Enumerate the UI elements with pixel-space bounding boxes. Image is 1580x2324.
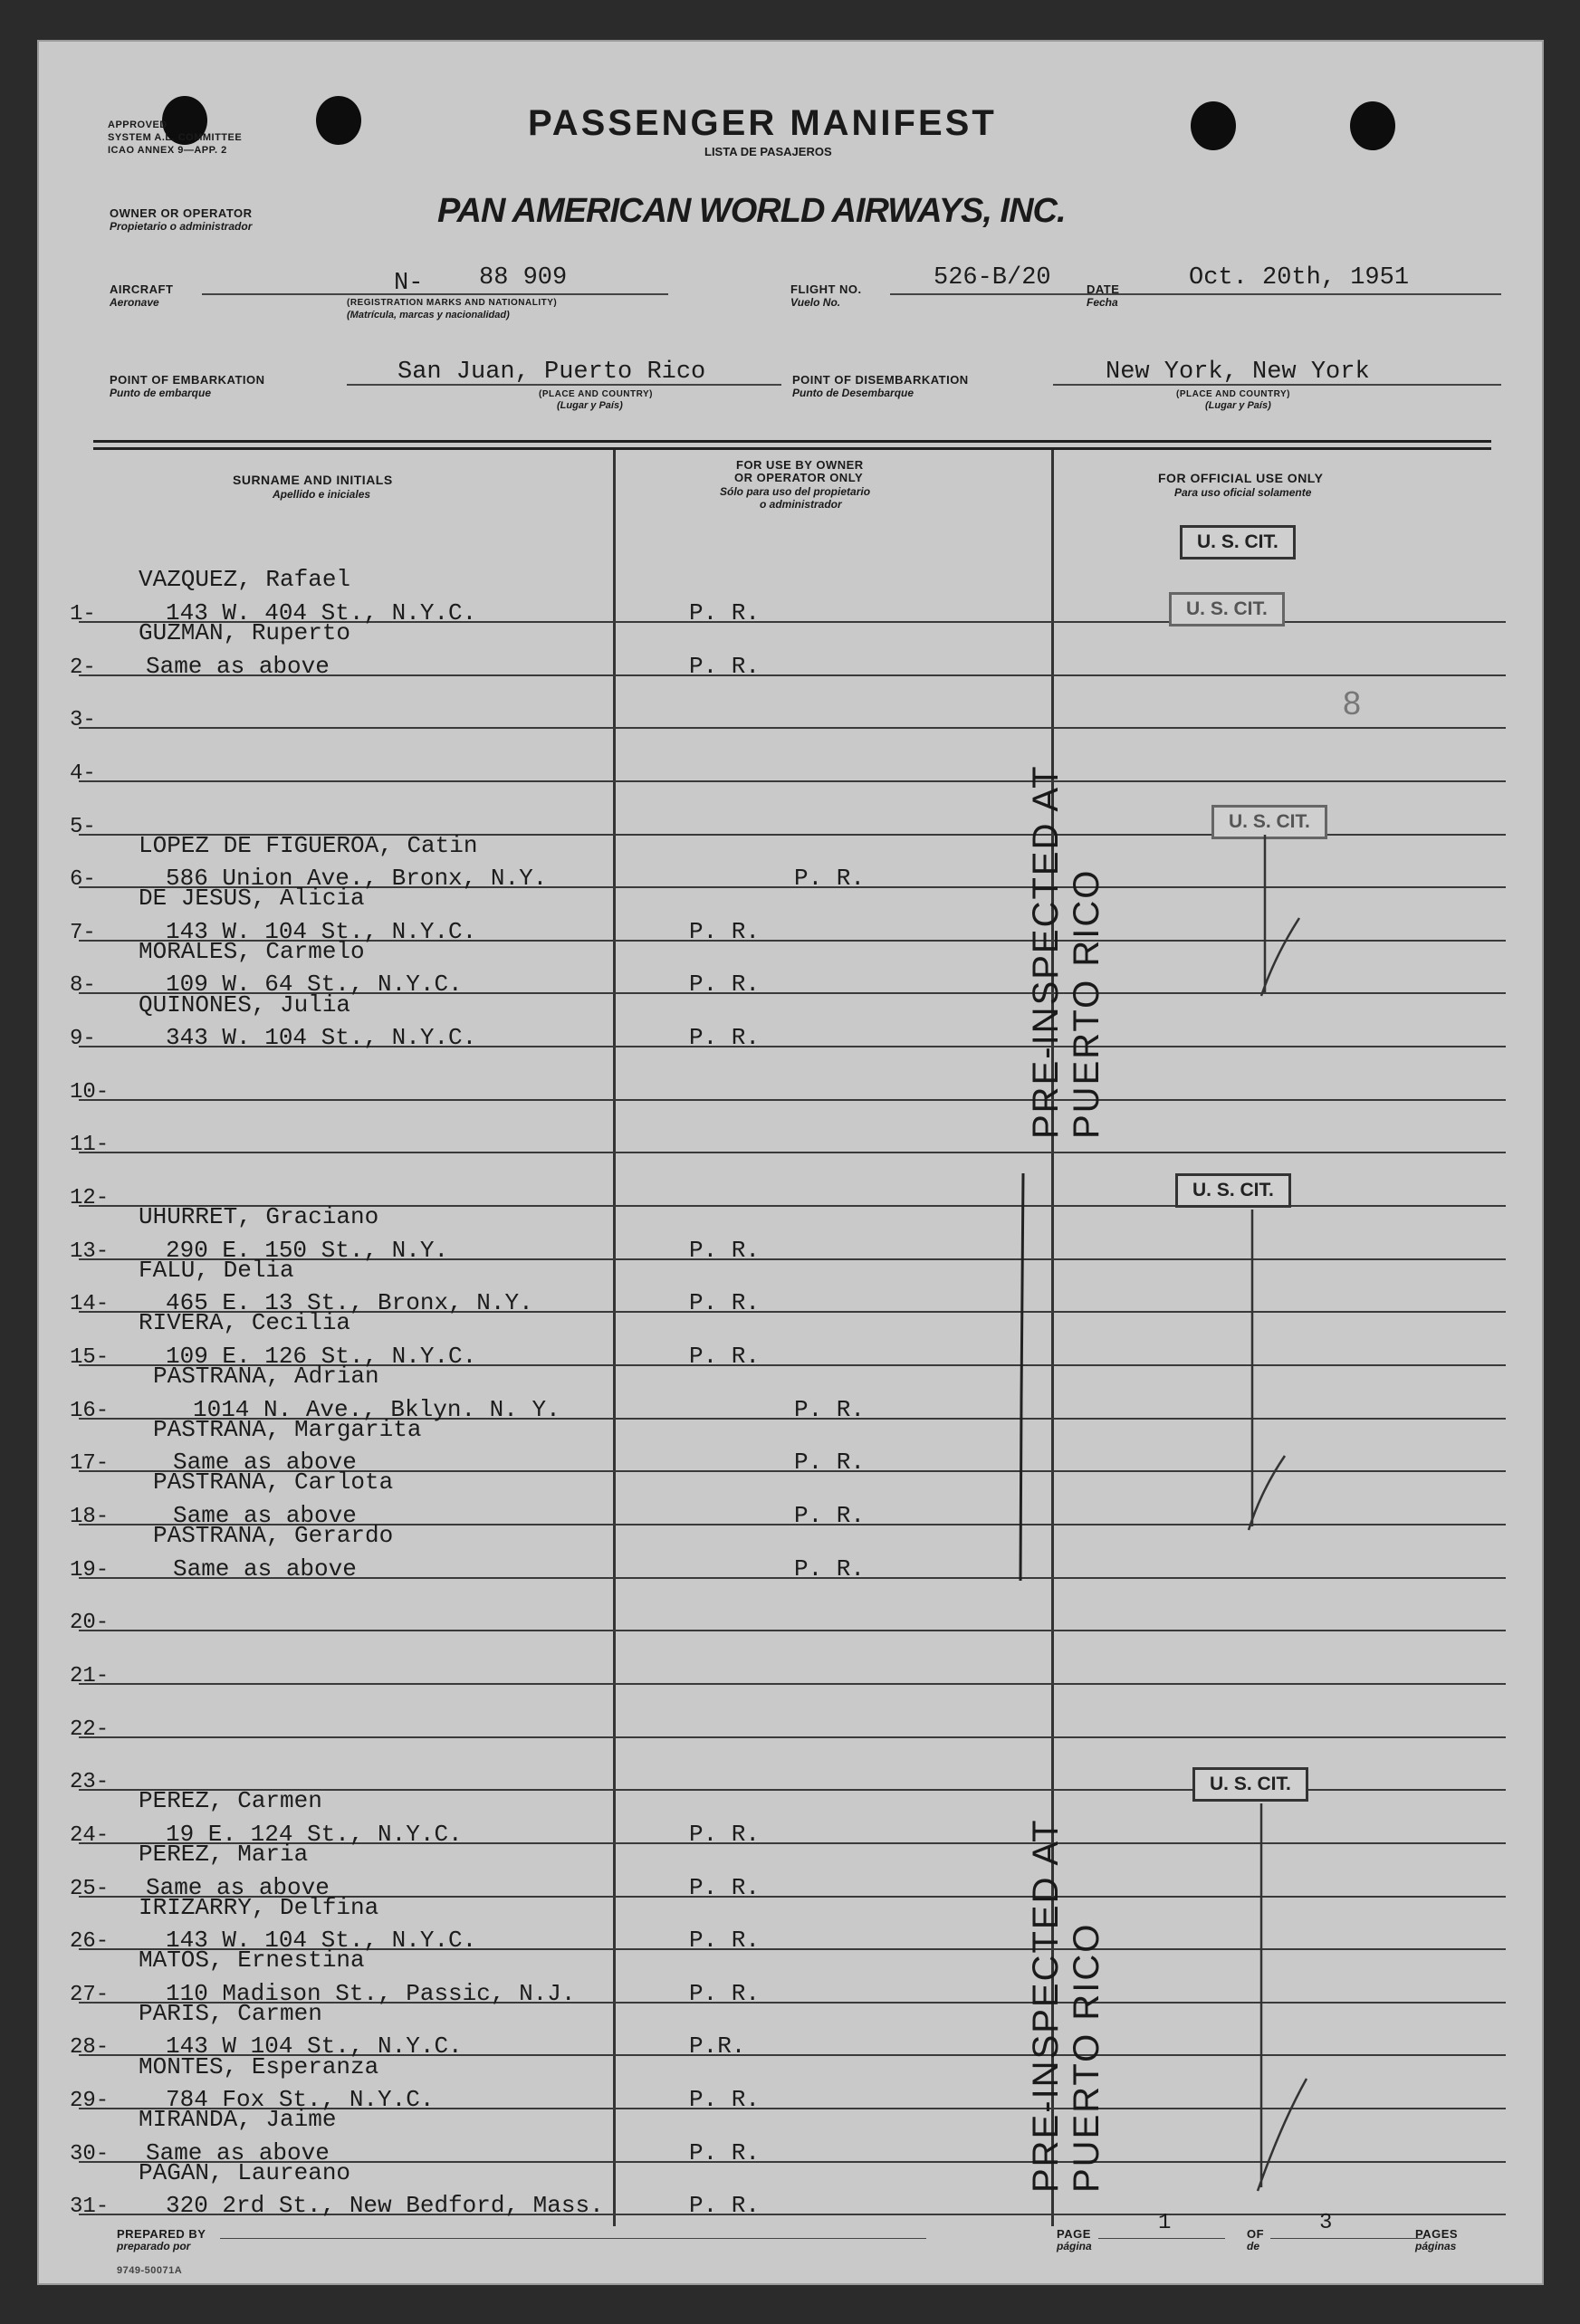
passenger-name: FALU, Delia (139, 1256, 294, 1284)
passenger-address: 110 Madison St., Passic, N.J. (166, 1979, 576, 2007)
table-row (39, 1579, 1546, 1636)
of-label-es: de (1247, 2240, 1260, 2252)
passenger-address: Same as above (173, 1554, 357, 1583)
row-number: 31- (70, 2195, 110, 2220)
disembark-place-note: (PLACE AND COUNTRY) (1176, 389, 1290, 399)
passenger-address: Same as above (146, 2138, 330, 2166)
row-number: 24- (70, 1822, 110, 1848)
page-subtitle: LISTA DE PASAJEROS (704, 145, 832, 158)
header-rule-bottom (93, 447, 1491, 450)
table-row (39, 1522, 1546, 1583)
owner-label: OWNER OR OPERATOR (110, 206, 253, 220)
prepared-label: PREPARED BY (117, 2227, 206, 2241)
disembark-value: New York, New York (1106, 359, 1370, 386)
row-number: 29- (70, 2089, 110, 2114)
origin-mark: P. R. (689, 598, 761, 626)
table-row (39, 2158, 1546, 2220)
row-number: 5- (70, 814, 96, 839)
of-value: 3 (1319, 2211, 1333, 2235)
origin-mark: P. R. (689, 1289, 761, 1317)
row-number: 25- (70, 1876, 110, 1901)
origin-mark: P. R. (794, 1501, 866, 1529)
passenger-name: PAGAN, Laureano (139, 2158, 351, 2186)
row-number: 28- (70, 2035, 110, 2061)
table-row (39, 1840, 1546, 1901)
origin-mark: P. R. (689, 1343, 761, 1371)
table-row (39, 885, 1546, 945)
row-number: 14- (70, 1292, 110, 1317)
origin-mark: P. R. (689, 1024, 761, 1052)
origin-mark: P. R. (689, 1820, 761, 1848)
passenger-name: MIRANDA, Jaime (139, 2106, 337, 2134)
passenger-address: 143 W. 404 St., N.Y.C. (166, 598, 477, 626)
row-number: 21- (70, 1663, 110, 1688)
passenger-address: 343 W. 104 St., N.Y.C. (166, 1024, 477, 1052)
passenger-address: 143 W. 104 St., N.Y.C. (166, 1927, 477, 1955)
origin-mark: P. R. (689, 1236, 761, 1264)
approval-line-1: APPROVED (108, 120, 168, 130)
passenger-address: Same as above (146, 652, 330, 680)
table-row (39, 1047, 1546, 1105)
col-header-official: FOR OFFICIAL USE ONLY (1158, 471, 1324, 485)
page-label-es: página (1057, 2240, 1092, 2252)
col-header-owner-es-2: o administrador (760, 498, 842, 511)
approval-line-3: ICAO ANNEX 9—APP. 2 (108, 145, 227, 156)
row-number: 6- (70, 867, 96, 893)
aircraft-value: 88 909 (479, 264, 568, 292)
aircraft-note: (REGISTRATION MARKS AND NATIONALITY) (347, 298, 558, 308)
passenger-name: LOPEZ DE FIGUEROA, Catin (139, 831, 478, 859)
row-number: 12- (70, 1186, 110, 1211)
table-row (39, 937, 1546, 999)
passenger-name: DE JESUS, Alicia (139, 885, 365, 913)
origin-mark: P. R. (794, 1449, 866, 1477)
passenger-address: 109 E. 126 St., N.Y.C. (166, 1343, 477, 1371)
row-number: 8- (70, 973, 96, 999)
origin-mark: P. R. (689, 2192, 761, 2220)
row-number: 1- (70, 601, 96, 626)
table-row (39, 1946, 1546, 2007)
origin-mark: P. R. (689, 1873, 761, 1901)
us-cit-stamp-5: U. S. CIT. (1192, 1767, 1308, 1802)
table-row (39, 1154, 1546, 1211)
page-title: PASSENGER MANIFEST (528, 103, 997, 143)
origin-mark: P. R. (689, 971, 761, 999)
aircraft-label-es: Aeronave (110, 296, 159, 309)
embark-label: POINT OF EMBARKATION (110, 373, 265, 387)
disembark-label: POINT OF DISEMBARKATION (792, 373, 969, 387)
passenger-address: 290 E. 150 St., N.Y. (166, 1236, 449, 1264)
us-cit-stamp-1: U. S. CIT. (1180, 525, 1296, 559)
table-row (39, 2106, 1546, 2166)
row-number: 18- (70, 1504, 110, 1529)
row-number: 17- (70, 1451, 110, 1477)
col-header-owner-2: OR OPERATOR ONLY (734, 471, 864, 484)
owner-value: PAN AMERICAN WORLD AIRWAYS, INC. (437, 192, 1066, 230)
passenger-address: 1014 N. Ave., Bklyn. N. Y. (193, 1395, 560, 1423)
prepared-underline (220, 2238, 926, 2239)
origin-mark: P. R. (689, 1979, 761, 2007)
prepared-label-es: preparado por (117, 2240, 191, 2252)
embark-place-note-es: (Lugar y País) (557, 400, 623, 411)
disembark-place-note-es: (Lugar y País) (1205, 400, 1271, 411)
origin-mark: P. R. (794, 865, 866, 893)
passenger-name: GUZMAN, Ruperto (139, 619, 351, 646)
row-number: 20- (70, 1611, 110, 1636)
us-cit-stamp-3: U. S. CIT. (1211, 805, 1327, 839)
date-underline (1130, 293, 1501, 295)
page-underline (1098, 2238, 1225, 2239)
punch-hole-left-2 (316, 96, 361, 145)
flight-label: FLIGHT NO. (790, 282, 862, 296)
passenger-name: PEREZ, Carmen (139, 1787, 322, 1815)
passenger-address: 320 2rd St., New Bedford, Mass. (166, 2192, 604, 2220)
col-header-names-es: Apellido e iniciales (273, 488, 371, 501)
passenger-name: QUINONES, Julia (139, 990, 351, 1019)
passenger-address: 109 W. 64 St., N.Y.C. (166, 971, 463, 999)
owner-label-es: Propietario o administrador (110, 220, 253, 233)
table-row (39, 990, 1546, 1052)
table-row (39, 2052, 1546, 2114)
passenger-name: PEREZ, Maria (139, 1840, 309, 1868)
origin-mark: P. R. (689, 2086, 761, 2114)
table-row (39, 1631, 1546, 1688)
page-label: PAGE (1057, 2227, 1091, 2241)
row-number: 9- (70, 1027, 96, 1052)
date-label-es: Fecha (1087, 296, 1118, 309)
origin-mark: P. R. (794, 1395, 866, 1423)
passenger-name: RIVERA, Cecilia (139, 1309, 351, 1337)
passenger-name: MORALES, Carmelo (139, 937, 365, 965)
origin-mark: P. R. (689, 2138, 761, 2166)
col-header-official-es: Para uso oficial solamente (1174, 486, 1312, 499)
passenger-address: 586 Union Ave., Bronx, N.Y. (166, 865, 548, 893)
row-number: 19- (70, 1557, 110, 1583)
table-row (39, 1787, 1546, 1848)
table-row (39, 1685, 1546, 1742)
row-number: 15- (70, 1345, 110, 1371)
passenger-name: MONTES, Esperanza (139, 2052, 379, 2080)
page-value: 1 (1158, 2211, 1172, 2235)
passenger-address: 143 W. 104 St., N.Y.C. (166, 917, 477, 945)
us-cit-stamp-2: U. S. CIT. (1169, 592, 1285, 626)
passenger-name: PASTRANA, Adrian (153, 1363, 379, 1391)
us-cit-stamp-4: U. S. CIT. (1175, 1173, 1291, 1208)
row-number: 11- (70, 1133, 110, 1158)
table-row (39, 566, 1546, 626)
aircraft-label: AIRCRAFT (110, 282, 174, 296)
header-rule-top (93, 440, 1491, 443)
row-number: 27- (70, 1982, 110, 2007)
table-row (39, 1203, 1546, 1264)
passenger-address: 784 Fox St., N.Y.C. (166, 2086, 435, 2114)
manifest-sheet (37, 40, 1544, 2285)
row-number: 2- (70, 655, 96, 680)
row-number: 22- (70, 1717, 110, 1742)
row-number: 10- (70, 1079, 110, 1105)
form-code: 9749-50071A (117, 2265, 183, 2276)
table-row (39, 1999, 1546, 2061)
table-row (39, 676, 1546, 733)
row-number: 26- (70, 1929, 110, 1955)
date-label: DATE (1087, 282, 1120, 296)
table-row (39, 1309, 1546, 1371)
passenger-name: IRIZARRY, Delfina (139, 1893, 379, 1921)
date-value: Oct. 20th, 1951 (1189, 264, 1410, 292)
embark-place-note: (PLACE AND COUNTRY) (539, 389, 653, 399)
flight-value: 526-B/20 (934, 264, 1051, 292)
row-number: 23- (70, 1770, 110, 1795)
embark-label-es: Punto de embarque (110, 387, 212, 399)
of-underline (1270, 2238, 1424, 2239)
embark-value: San Juan, Puerto Rico (397, 359, 706, 386)
col-header-owner-1: FOR USE BY OWNER (736, 458, 864, 472)
approval-line-2: SYSTEM A.L. COMMITTEE (108, 132, 243, 143)
disembark-label-es: Punto de Desembarque (792, 387, 914, 399)
punch-hole-right-2 (1350, 101, 1395, 150)
passenger-address: 465 E. 13 St., Bronx, N.Y. (166, 1289, 533, 1317)
row-number: 13- (70, 1239, 110, 1264)
aircraft-note-es: (Matrícula, marcas y nacionalidad) (347, 310, 510, 320)
passenger-address: Same as above (146, 1873, 330, 1901)
table-row (39, 1256, 1546, 1317)
margin-number: 8 (1343, 684, 1362, 722)
punch-hole-right-1 (1191, 101, 1236, 150)
origin-mark: P. R. (689, 652, 761, 680)
row-number: 16- (70, 1398, 110, 1423)
table-row (39, 1363, 1546, 1423)
passenger-name: UHURRET, Graciano (139, 1203, 379, 1231)
passenger-name: PARIS, Carmen (139, 1999, 322, 2027)
aircraft-prefix: N- (394, 270, 424, 297)
table-row (39, 1415, 1546, 1477)
passenger-address: Same as above (173, 1449, 357, 1477)
row-number: 7- (70, 920, 96, 945)
table-row (39, 1101, 1546, 1158)
table-row (39, 619, 1546, 680)
table-row (39, 831, 1546, 893)
table-row (39, 1468, 1546, 1529)
passenger-address: 143 W 104 St., N.Y.C. (166, 2032, 463, 2061)
col-header-owner-es-1: Sólo para uso del propietario (720, 485, 871, 498)
origin-mark: P.R. (689, 2032, 746, 2061)
origin-mark: P. R. (689, 1927, 761, 1955)
row-number: 4- (70, 760, 96, 786)
row-number: 3- (70, 708, 96, 733)
col-header-names: SURNAME AND INITIALS (233, 473, 393, 487)
row-number: 30- (70, 2141, 110, 2166)
passenger-name: PASTRANA, Carlota (153, 1468, 394, 1497)
table-row (39, 729, 1546, 786)
passenger-name: MATOS, Ernestina (139, 1946, 365, 1975)
pages-label: PAGES (1415, 2227, 1459, 2241)
pages-label-es: páginas (1415, 2240, 1457, 2252)
preinspected-stamp-2: PRE-INSPECTED AT PUERTO RICO (1026, 1819, 1106, 2193)
table-row (39, 1893, 1546, 1955)
passenger-name: VAZQUEZ, Rafael (139, 566, 351, 594)
passenger-name: PASTRANA, Margarita (153, 1415, 422, 1443)
aircraft-underline (202, 293, 668, 295)
of-label: OF (1247, 2227, 1265, 2241)
preinspected-stamp-1: PRE-INSPECTED AT PUERTO RICO (1026, 765, 1106, 1139)
passenger-address: 19 E. 124 St., N.Y.C. (166, 1820, 463, 1848)
origin-mark: P. R. (794, 1554, 866, 1583)
passenger-address: Same as above (173, 1501, 357, 1529)
origin-mark: P. R. (689, 917, 761, 945)
table-row (39, 1738, 1546, 1795)
flight-label-es: Vuelo No. (790, 296, 841, 309)
passenger-name: PASTRANA, Gerardo (153, 1522, 394, 1550)
